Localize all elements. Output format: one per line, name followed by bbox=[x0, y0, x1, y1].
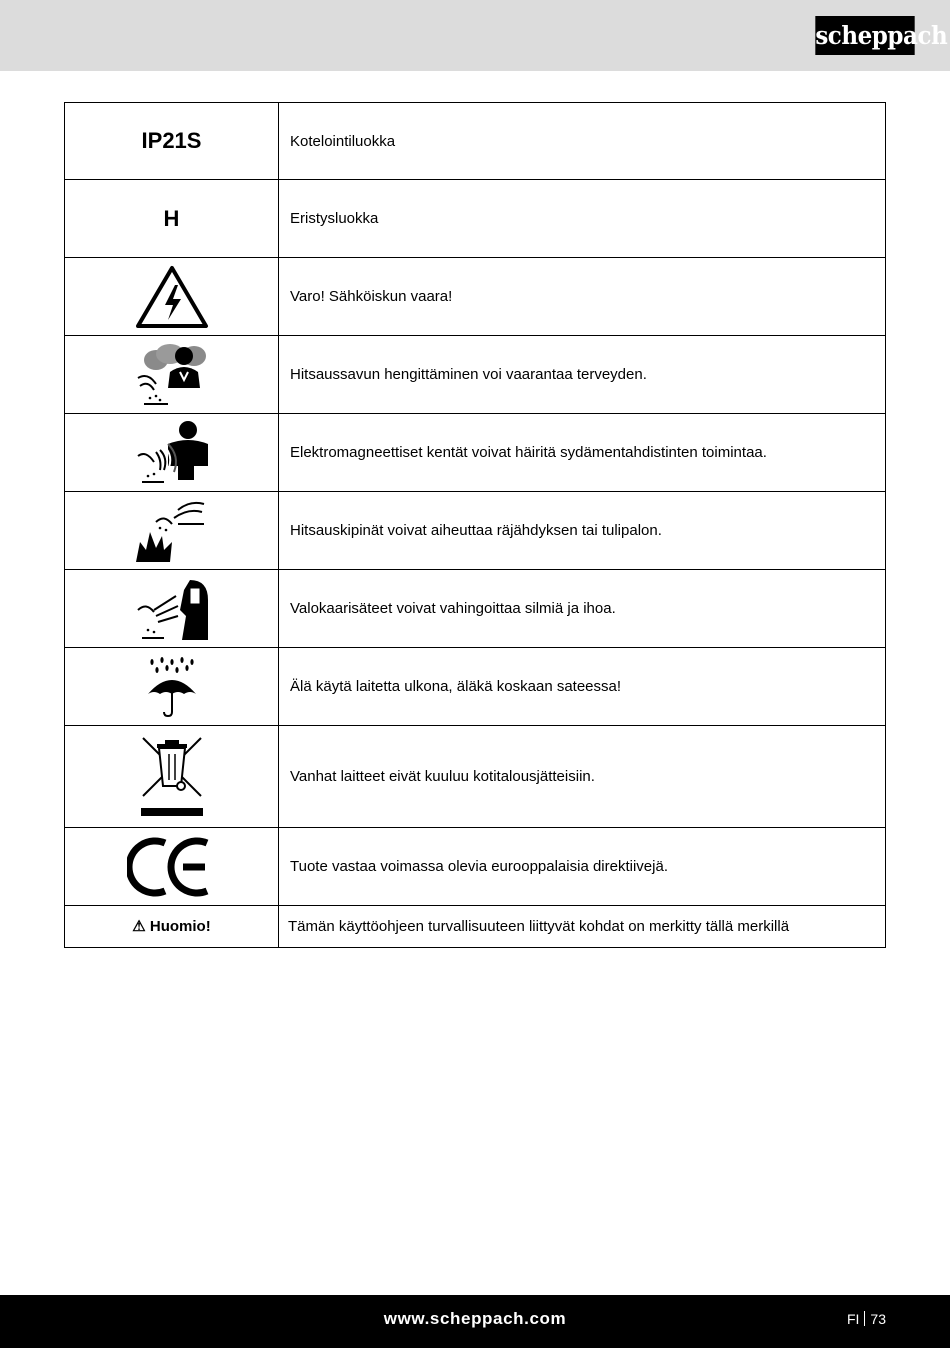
row-description: Tämän käyttöohjeen turvallisuuteen liittyvät kohdat on merkitty tällä merkillä bbox=[279, 906, 886, 948]
row-description: Hitsaussavun hengittäminen voi vaarantaa terveyden. bbox=[279, 336, 886, 414]
row-description: Varo! Sähköiskun vaara! bbox=[279, 258, 886, 336]
row-description: Kotelointiluokka bbox=[279, 103, 886, 180]
welding-fumes-icon bbox=[134, 342, 210, 408]
electric-shock-warning-icon bbox=[135, 265, 209, 329]
table-row bbox=[65, 258, 886, 336]
table-row bbox=[65, 180, 886, 258]
table-row bbox=[65, 492, 886, 570]
scheppach-logo: scheppach bbox=[815, 16, 914, 55]
row-description: Hitsauskipinät voivat aiheuttaa räjähdyksen tai tulipalon. bbox=[279, 492, 886, 570]
electromagnetic-field-icon bbox=[134, 420, 210, 486]
ip-rating-symbol: IP21S bbox=[141, 128, 202, 153]
table-row bbox=[65, 336, 886, 414]
ce-mark-icon bbox=[127, 835, 217, 899]
page-footer bbox=[0, 1295, 950, 1348]
table-row bbox=[65, 648, 886, 726]
footer-url[interactable]: www.scheppach.com bbox=[383, 1309, 567, 1328]
row-description: Valokaarisäteet voivat vahingoittaa silmiä ja ihoa. bbox=[279, 570, 886, 648]
symbols-table bbox=[64, 102, 886, 948]
page-separator bbox=[864, 1311, 865, 1326]
crossed-bin-icon bbox=[139, 734, 205, 820]
page-number bbox=[847, 1295, 886, 1343]
page-header bbox=[0, 0, 950, 71]
language-code: FI bbox=[846, 1311, 860, 1327]
arc-rays-icon bbox=[134, 576, 210, 642]
insulation-class-symbol: H bbox=[163, 205, 180, 231]
row-description: Älä käytä laitetta ulkona, äläkä koskaan sateessa! bbox=[279, 648, 886, 726]
row-description: Elektromagneettiset kentät voivat häiritä sydämentahdistinten toimintaa. bbox=[279, 414, 886, 492]
rain-umbrella-icon bbox=[144, 656, 200, 718]
row-description: Vanhat laitteet eivät kuuluu kotitalousjätteisiin. bbox=[279, 726, 886, 828]
table-row bbox=[65, 103, 886, 180]
row-description: Eristysluokka bbox=[279, 180, 886, 258]
table-row bbox=[65, 726, 886, 828]
table-row bbox=[65, 414, 886, 492]
page-number-value: 73 bbox=[870, 1311, 886, 1327]
table-row bbox=[65, 906, 886, 948]
welding-sparks-fire-icon bbox=[134, 498, 210, 564]
table-row bbox=[65, 570, 886, 648]
row-description: Tuote vastaa voimassa olevia eurooppalaisia direktiivejä. bbox=[279, 828, 886, 906]
huomio-label: ⚠ Huomio! bbox=[132, 918, 211, 935]
table-row bbox=[65, 828, 886, 906]
